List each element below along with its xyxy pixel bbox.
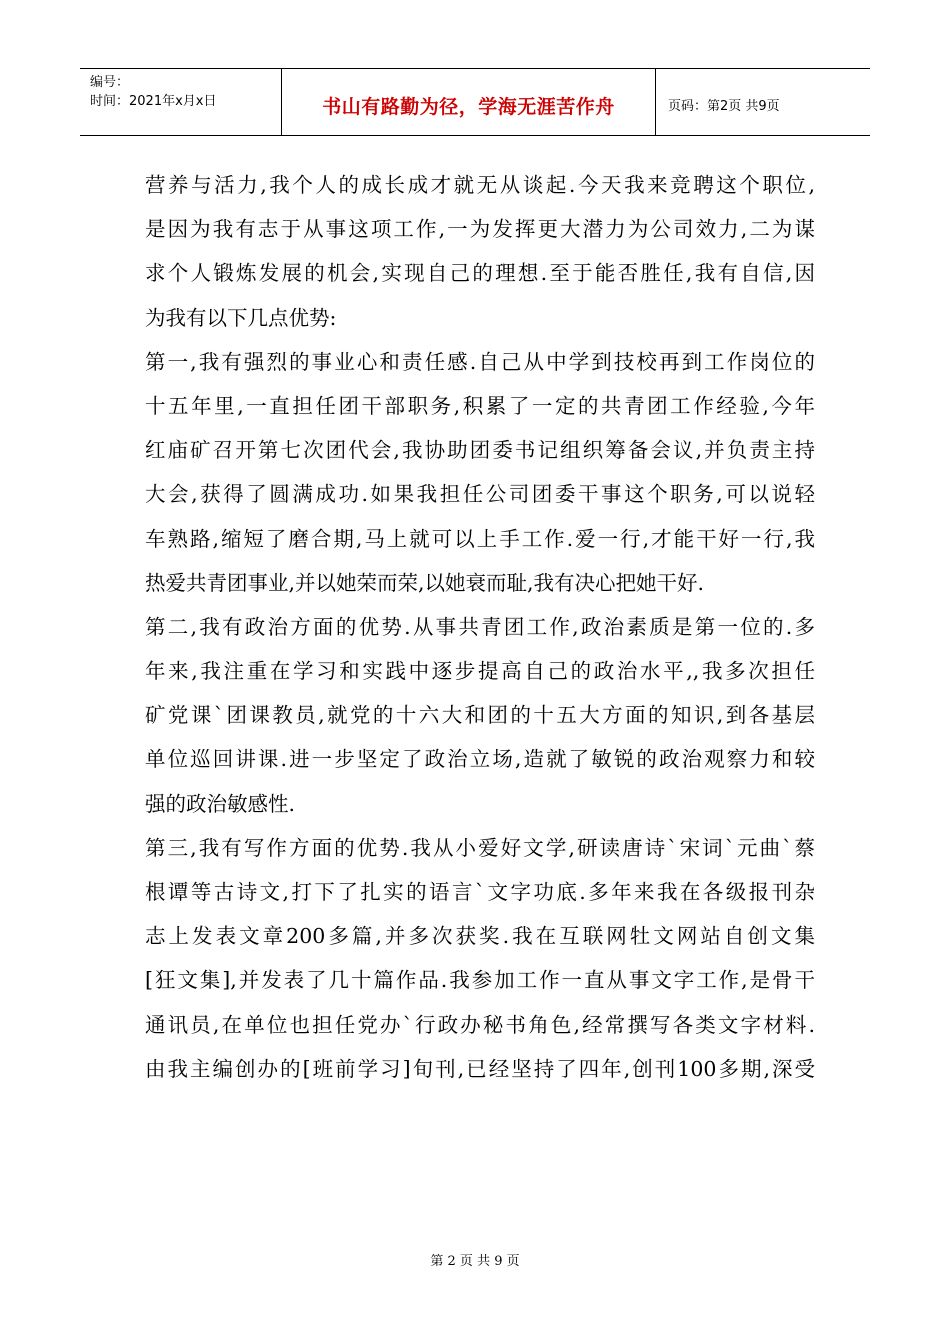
body-line: 志上发表文章200多篇,并多次获奖.我在互联网牡文网站自创文集 bbox=[145, 924, 815, 949]
body-line: 第三,我有写作方面的优势.我从小爱好文学,研读唐诗`宋词`元曲`蔡 bbox=[145, 835, 815, 860]
document-number-label: 编号： bbox=[90, 75, 130, 90]
header-meta bbox=[80, 69, 282, 135]
body-line: [狂文集],并发表了几十篇作品.我参加工作一直从事文字工作,是骨干 bbox=[145, 968, 815, 993]
body-line: 车熟路,缩短了磨合期,马上就可以上手工作.爱一行,才能干好一行,我 bbox=[145, 526, 815, 551]
body-line: 大会,获得了圆满成功.如果我担任公司团委干事这个职务,可以说轻 bbox=[145, 482, 815, 507]
body-line: 通讯员,在单位也担任党办`行政办秘书角色,经常撰写各类文字材料. bbox=[145, 1012, 815, 1037]
body-line: 第一,我有强烈的事业心和责任感.自己从中学到技校再到工作岗位的 bbox=[145, 349, 815, 374]
body-line: 求个人锻炼发展的机会,实现自己的理想.至于能否胜任,我有自信,因 bbox=[145, 261, 815, 286]
body-line: 强的政治敏感性. bbox=[145, 791, 296, 816]
body-line: 是因为我有志于从事这项工作,一为发挥更大潜力为公司效力,二为谋 bbox=[145, 217, 815, 242]
header-page-code: 页码：第2页 共9页 bbox=[668, 98, 780, 114]
page-header bbox=[80, 68, 870, 136]
body-line: 十五年里,一直担任团干部职务,积累了一定的共青团工作经验,今年 bbox=[145, 393, 815, 418]
body-line: 年来,我注重在学习和实践中逐步提高自己的政治水平,,我多次担任 bbox=[145, 659, 815, 684]
body-line: 矿党课`团课教员,就党的十六大和团的十五大方面的知识,到各基层 bbox=[145, 703, 815, 728]
body-line: 为我有以下几点优势: bbox=[145, 305, 337, 330]
body-line: 营养与活力,我个人的成长成才就无从谈起.今天我来竞聘这个职位, bbox=[145, 173, 815, 197]
body-line: 红庙矿召开第七次团代会,我协助团委书记组织筹备会议,并负责主持 bbox=[145, 438, 815, 463]
body-line: 单位巡回讲课.进一步坚定了政治立场,造就了敏锐的政治观察力和较 bbox=[145, 747, 815, 772]
body-line: 热爱共青团事业,并以她荣而荣,以她衰而耻,我有决心把她干好. bbox=[145, 570, 705, 595]
body-line: 由我主编创办的[班前学习]旬刊,已经坚持了四年,创刊100多期,深受 bbox=[145, 1056, 815, 1081]
document-body bbox=[145, 163, 815, 1091]
body-line: 第二,我有政治方面的优势.从事共青团工作,政治素质是第一位的.多 bbox=[145, 614, 815, 639]
header-motto: 书山有路勤为径，学海无涯苦作舟 bbox=[282, 69, 656, 135]
page-footer: 第 2 页 共 9 页 bbox=[430, 1254, 520, 1269]
document-time-label: 时间：2021年x月x日 bbox=[90, 94, 217, 109]
body-line: 根谭等古诗文,打下了扎实的语言`文字功底.多年来我在各级报刊杂 bbox=[145, 880, 815, 904]
